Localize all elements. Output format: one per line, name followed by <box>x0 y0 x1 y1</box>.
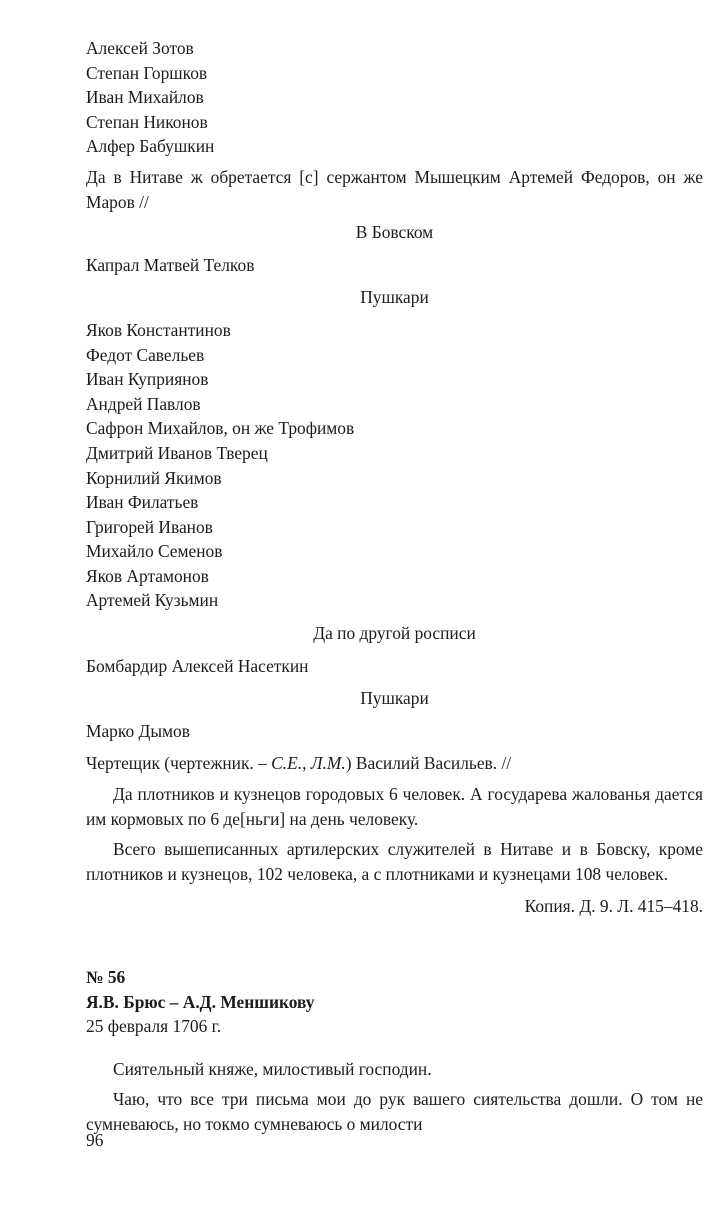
marko-line: Марко Дымов <box>86 720 190 741</box>
page-number: 96 <box>86 1130 104 1150</box>
list-item: Дмитрий Иванов Тверец <box>86 442 268 463</box>
list-item: Корнилий Якимов <box>86 467 222 488</box>
document-date: 25 февраля 1706 г. <box>86 1016 222 1037</box>
letter-paragraph: Чаю, что все три письма мои до рук вашего сиятельства дошли. О том не сумневаюсь, но токмо сумневаюсь о милости <box>86 1089 703 1134</box>
heading-gunners-1: Пушкари <box>360 287 429 308</box>
list-item: Иван Куприянов <box>86 369 209 390</box>
archive-reference: Копия. Д. 9. Л. 415–418. <box>524 896 703 917</box>
page-body <box>86 36 703 1137</box>
list-item: Иван Михайлов <box>86 87 204 108</box>
bombardier-line: Бомбардир Алексей Насеткин <box>86 655 309 676</box>
list-item: Федот Савельев <box>86 344 205 365</box>
letter-salutation: Сиятельный княже, милостивый господин. <box>113 1058 432 1079</box>
list-item: Григорей Иванов <box>86 516 213 537</box>
list-item: Михайло Семенов <box>86 541 223 562</box>
list-item: Андрей Павлов <box>86 393 201 414</box>
draftsman-line <box>86 751 703 776</box>
document-title: Я.В. Брюс – А.Д. Меншикову <box>86 991 315 1012</box>
corporal-line: Капрал Матвей Телков <box>86 254 255 275</box>
list-item: Артемей Кузьмин <box>86 590 219 611</box>
draftsman-before: Чертещик (чертежник. – <box>86 753 272 774</box>
nitava-note: Да в Нитаве ж обретается [с] сержантом Мышецким Артемей Федоров, он же Маров // <box>86 166 703 212</box>
names-list-1 <box>86 36 703 159</box>
list-item: Яков Константинов <box>86 319 231 340</box>
list-item: Алексей Зотов <box>86 38 194 58</box>
heading-other-list: Да по другой росписи <box>313 623 476 644</box>
list-item: Яков Артамонов <box>86 565 209 586</box>
editors-initials: С.Е., Л.М. <box>271 753 346 774</box>
carpenters-paragraph: Да плотников и кузнецов городовых 6 человек. А государева жалованья дается им кормовых по 6 де[ньги] на день человеку. <box>86 784 703 829</box>
draftsman-after: ) Василий Васильев. // <box>345 753 512 774</box>
list-item: Алфер Бабушкин <box>86 136 215 157</box>
names-list-2 <box>86 318 703 613</box>
list-item: Иван Филатьев <box>86 492 199 513</box>
list-item: Степан Никонов <box>86 111 208 132</box>
list-item: Степан Горшков <box>86 62 208 83</box>
total-paragraph: Всего вышеписанных артилерских служителей в Нитаве и в Бовску, кроме плотников и кузнецов, 102 человека, а с плотниками и кузнецами 108 человек. <box>86 839 703 884</box>
heading-gunners-2: Пушкари <box>360 688 429 709</box>
document-number: № 56 <box>86 967 126 987</box>
heading-bovsk: В Бовском <box>355 222 434 243</box>
list-item: Сафрон Михайлов, он же Трофимов <box>86 418 355 439</box>
